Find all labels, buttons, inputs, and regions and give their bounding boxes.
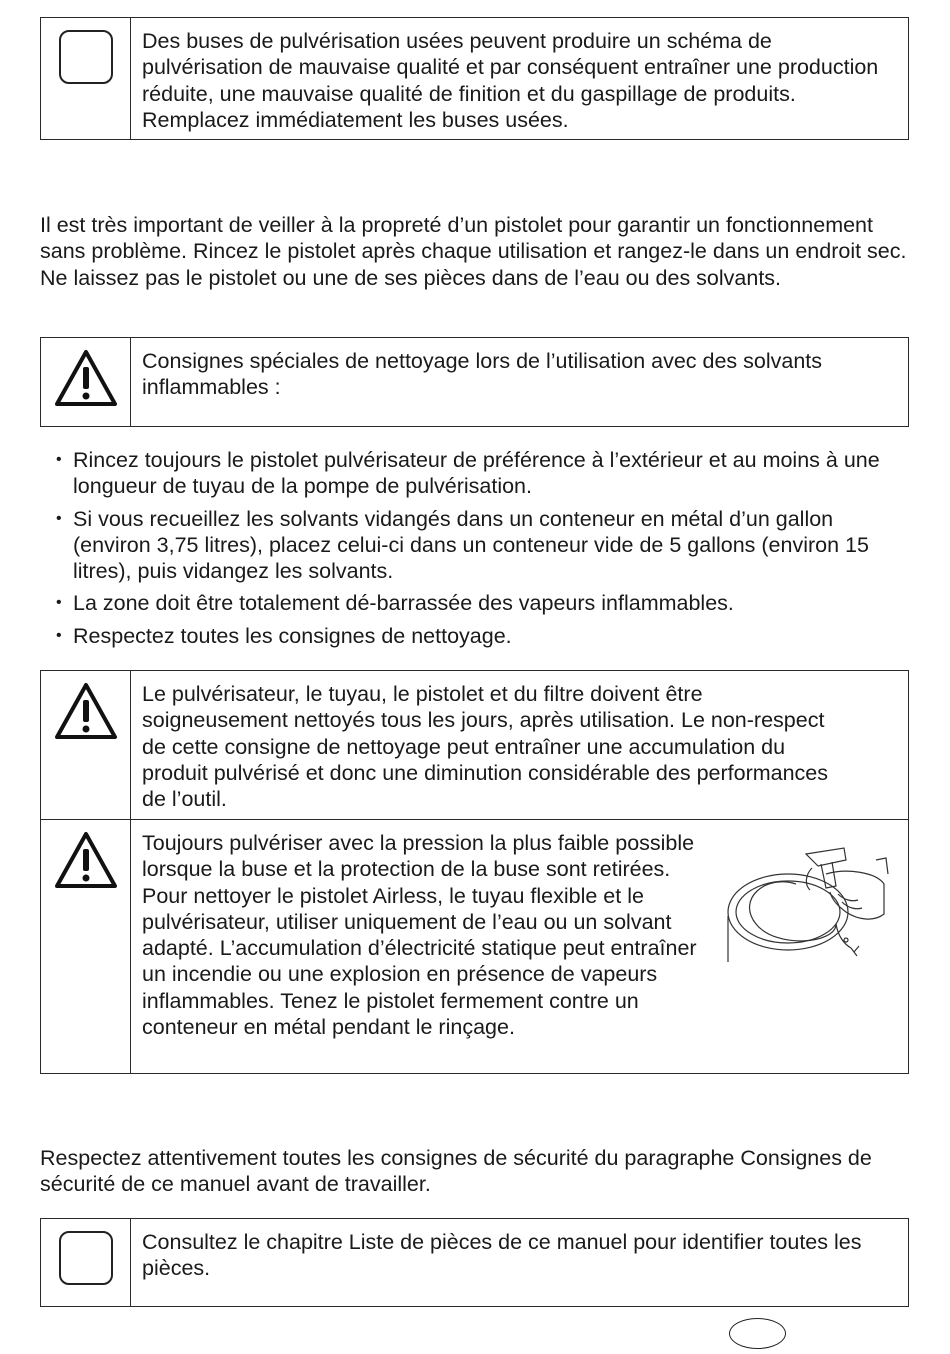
note-icon [59, 30, 113, 84]
cleaning-intro-paragraph: Il est très important de veiller à la propreté d’un pistolet pour garantir un fonctionnement sans problème. Rincez le pistolet après chaque utilisation et rangez-le dans un endroit sec. Ne laissez pas le pistolet ou une de ses pièces dans de l’eau ou des solvants. [40, 213, 907, 290]
note-icon-cell [41, 1219, 131, 1306]
list-item-text: Respectez toutes les consignes de nettoyage. [73, 623, 512, 648]
cleaning-bullet-list [40, 447, 900, 655]
list-item [40, 506, 900, 585]
list-item-text: La zone doit être totalement dé-barrassée des vapeurs inflammables. [73, 591, 734, 616]
warning-box-daily-cleaning [40, 670, 909, 820]
warning-icon-cell [41, 338, 131, 426]
bullet-glyph: • [56, 594, 62, 612]
gun-flushing-illustration [726, 830, 896, 1065]
bullet-glyph: • [56, 626, 62, 644]
warning-triangle-icon [53, 830, 119, 890]
page-number-oval [729, 1318, 786, 1349]
list-item [40, 590, 900, 616]
note-icon [59, 1231, 113, 1285]
list-item [40, 623, 900, 649]
spray-gun-bucket-icon [726, 844, 891, 969]
note-box-parts-list [40, 1218, 909, 1307]
list-item [40, 447, 900, 500]
list-item-text: Rincez toujours le pistolet pulvérisateur de préférence à l’extérieur et au moins à une longueur de tuyau de la pompe de pulvérisation. [73, 448, 880, 499]
note-text: Des buses de pulvérisation usées peuvent produire un schéma de pulvérisation de mauvaise qualité et par conséquent entraîner une production réduite, une mauvaise qualité de finition et du gaspillage de produits. Remplacez immédiatement les buses usées. [142, 29, 879, 132]
list-item-text: Si vous recueillez les solvants vidangés dans un conteneur en métal d’un gallon (environ 3,75 litres), placez celui-ci dans un conteneur vide de 5 gallons (environ 15 litres), puis vidangez les solvants. [73, 506, 869, 584]
warning-icon-cell [41, 820, 131, 1073]
warning-content [131, 820, 908, 1073]
note-text: Consultez le chapitre Liste de pièces de ce manuel pour identifier toutes les pièces. [142, 1230, 862, 1281]
warning-triangle-icon [53, 348, 119, 408]
note-icon-cell [41, 18, 131, 139]
warning-text: Toujours pulvériser avec la pression la plus faible possible lorsque la buse et la protection de la buse sont retirées. Pour nettoyer le pistolet Airless, le tuyau flexible et le pulvérisateur, utiliser uniquement de l’eau ou un solvant adapté. L’accumulation d’électricité statique peut entraîner un incendie ou une explosion en présence de vapeurs inflammables. Tenez le pistolet fermement contre un conteneur en métal pendant le rinçage. [142, 831, 697, 1040]
note-box-worn-tips [40, 17, 909, 140]
bullet-glyph: • [56, 509, 62, 527]
bullet-glyph: • [56, 451, 62, 468]
warning-icon-cell [41, 671, 131, 819]
warning-triangle-icon [53, 681, 119, 741]
warning-text: Le pulvérisateur, le tuyau, le pistolet et du filtre doivent être soigneusement nettoyés tous les jours, après utilisation. Le non-respect de cette consigne de nettoyage peut entraîner une accumulation du produit pulvérisé et donc une diminution considérable des performances de l’outil. [142, 682, 829, 812]
safety-intro-paragraph: Respectez attentivement toutes les consignes de sécurité du paragraphe Consignes de sécurité de ce manuel avant de travailler. [40, 1146, 872, 1197]
warning-text: Consignes spéciales de nettoyage lors de l’utilisation avec des solvants inflammables : [142, 349, 823, 400]
warning-box-solvents [40, 337, 909, 427]
warning-box-low-pressure [40, 819, 909, 1074]
